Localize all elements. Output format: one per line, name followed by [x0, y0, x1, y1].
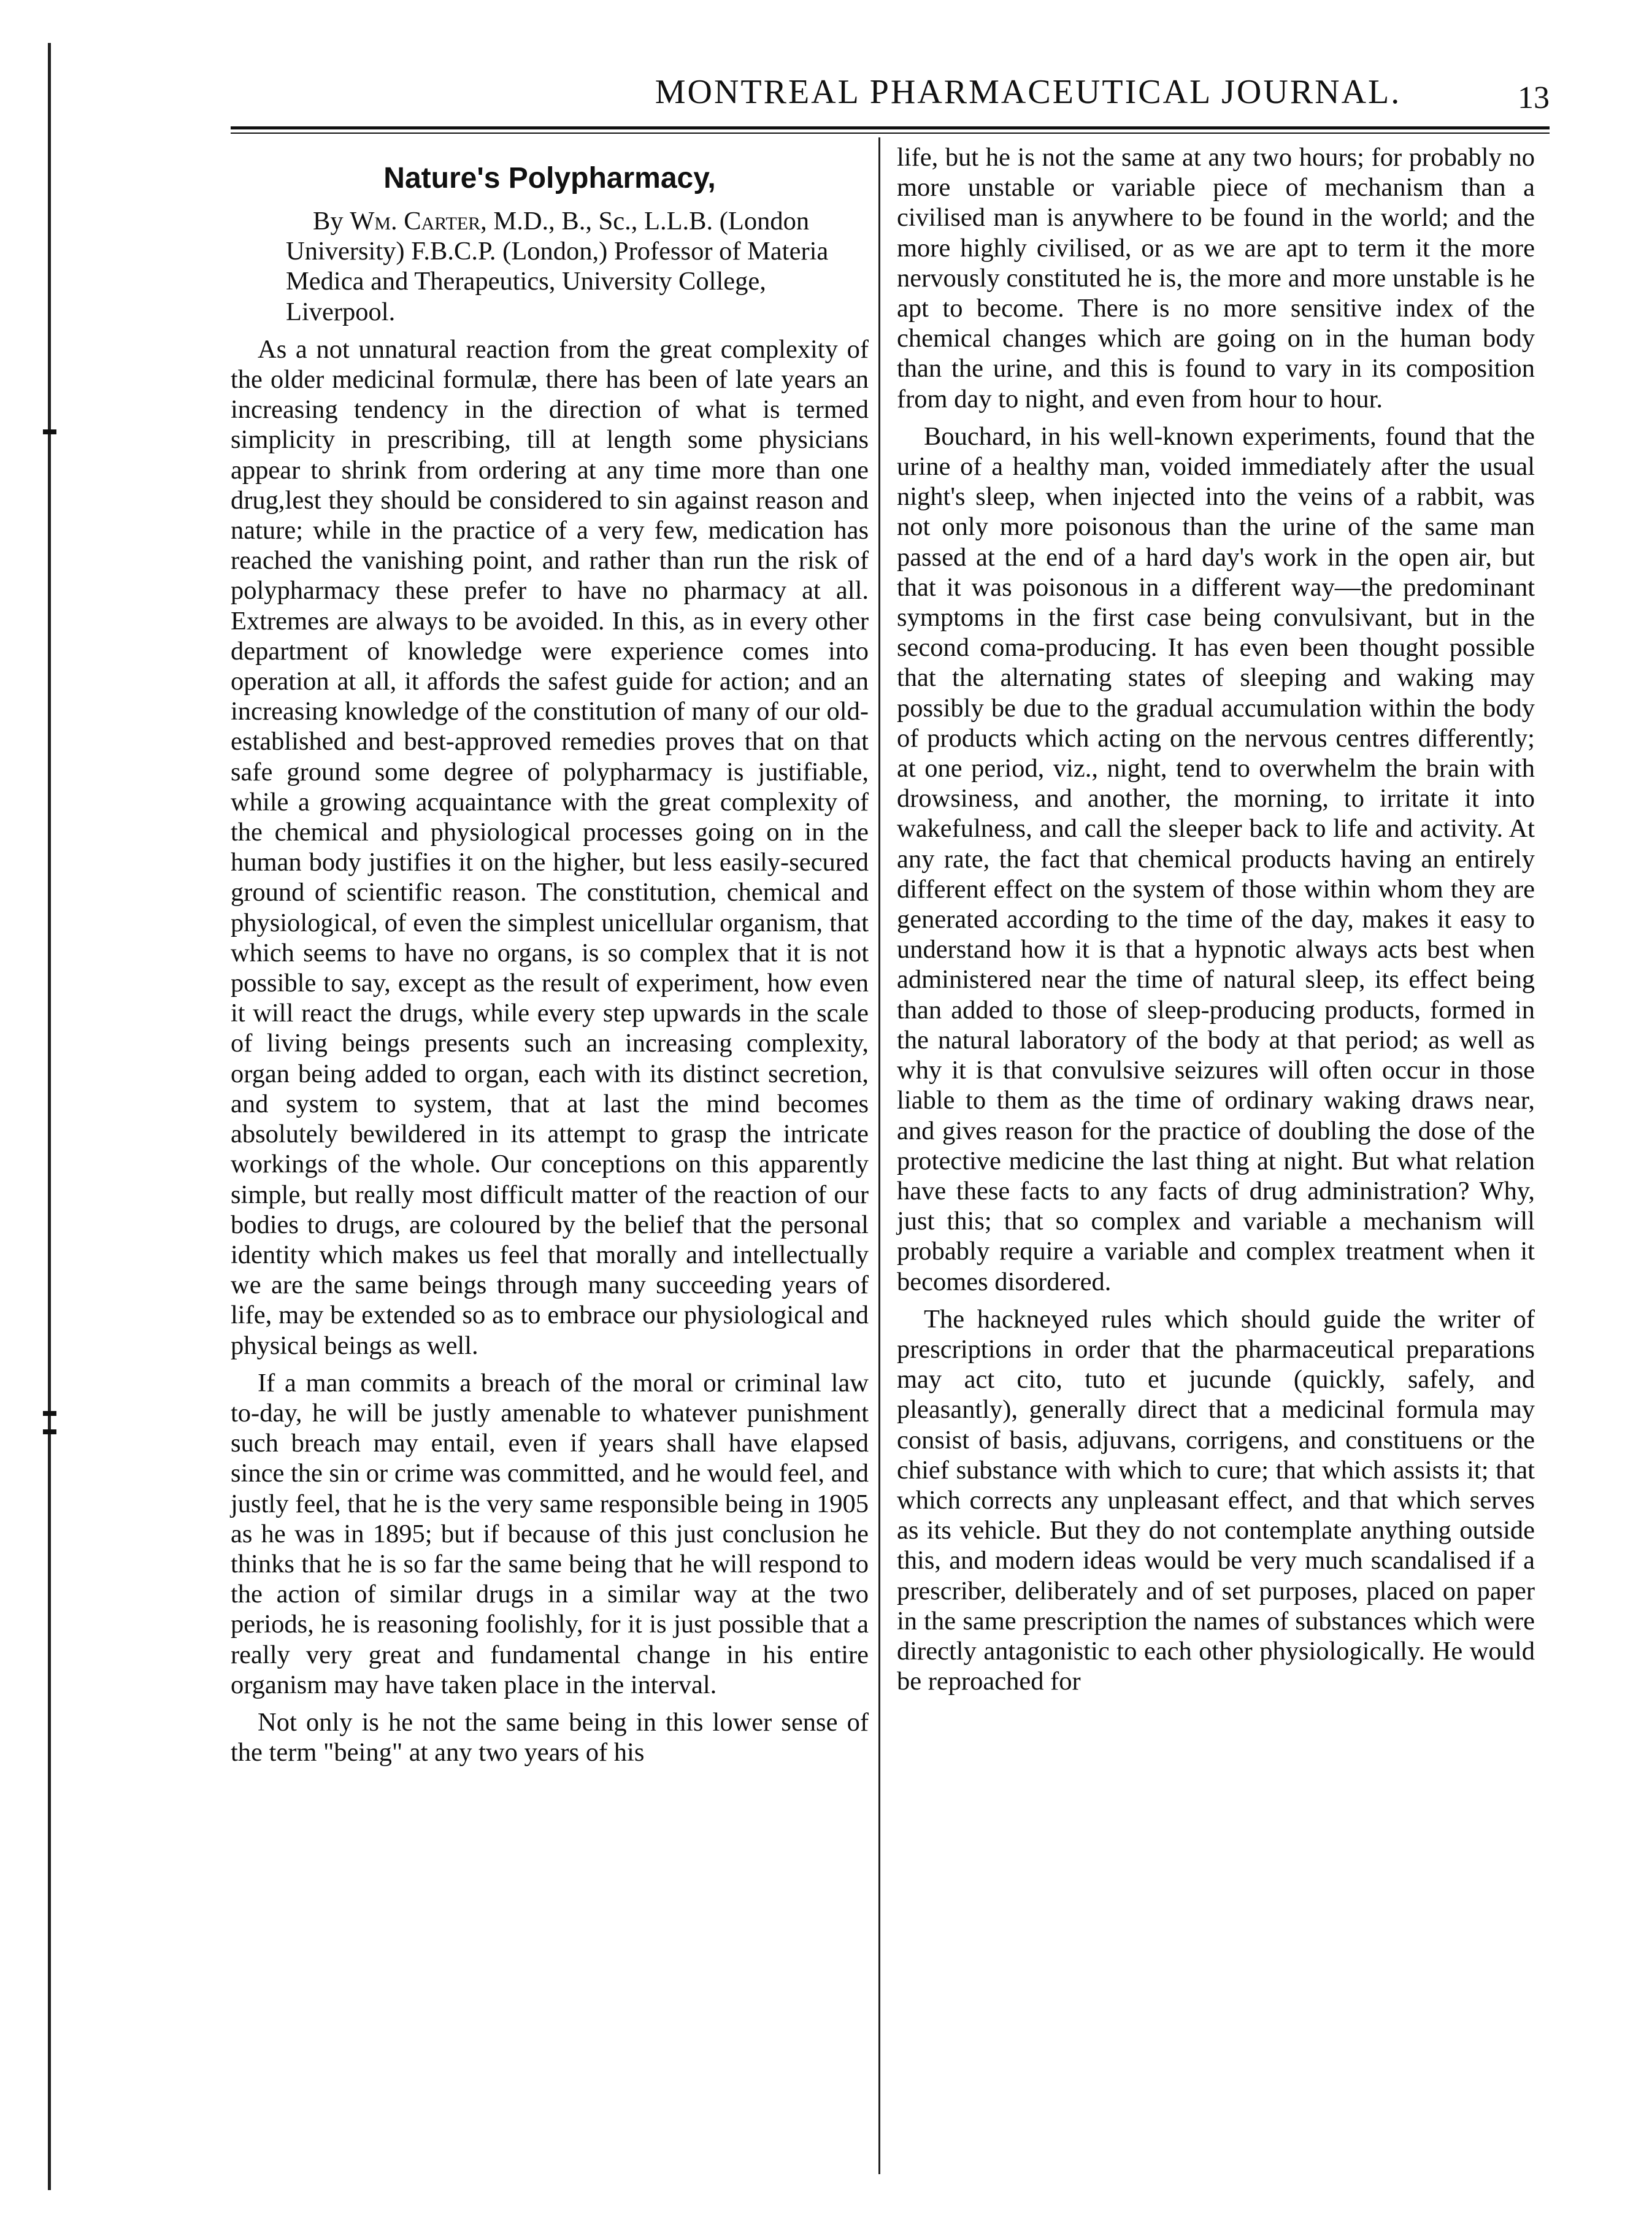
author-name: Wm. Carter,	[350, 207, 487, 236]
binding-mark	[43, 429, 56, 434]
binding-edge-line	[48, 43, 51, 2190]
byline-prefix: By	[313, 207, 350, 236]
article-title: Nature's Polypharmacy,	[383, 162, 716, 194]
page-header	[231, 72, 1550, 128]
right-column	[897, 142, 1535, 1704]
paragraph: Not only is he not the same being in this lower sense of the term "being" at any two years of his	[231, 1707, 869, 1767]
binding-mark	[43, 1411, 56, 1416]
paragraph: Bouchard, in his well-known experiments, found that the urine of a healthy man, voided immediately after the usual night's sleep, when injected into the veins of a rabbit, was not only more poisonous than the urine of the same man passed at the end of a hard day's work in the open air, but that it was poisonous in a different way—the predominant symptoms in the first case being convulsivant, but in the second coma-producing. It has even been thought possible that the alternating states of sleeping and waking may possibly be due to the gradual accumulation within the body of products which acting on the nervous centres differently; at one period, viz., night, tend to overwhelm the brain with drowsiness, and another, the morning, to irritate it into wakefulness, and call the sleeper back to life and activity. At any rate, the fact that chemical products having an entirely different effect on the system of those within whom they are generated according to the time of the day, makes it easy to understand how it is that a hypnotic always acts best when administered near the time of natural sleep, its effect being than added to those of sleep-producing products, formed in the natural laboratory of the body at that period; as well as why it is that convulsive seizures will often occur in those liable to them as the time of ordinary waking draws near, and gives reason for the practice of doubling the dose of the protective medicine the last thing at night. But what relation have these facts to any facts of drug administration? Why, just this; that so complex and variable a mechanism will probably require a variable and complex treatment when it becomes disordered.	[897, 421, 1535, 1296]
header-rule-thin	[231, 133, 1550, 134]
binding-mark	[43, 1429, 56, 1434]
article-byline	[231, 206, 869, 327]
header-rule-thick	[231, 126, 1550, 129]
paragraph: As a not unnatural reaction from the great complexity of the older medicinal formulæ, there has been of late years an increasing tendency in the direction of what is termed simplicity in prescribing, till at length some physicians appear to shrink from ordering at any time more than one drug,lest they should be considered to sin against reason and nature; while in the practice of a very few, medication has reached the vanishing point, and rather than run the risk of polypharmacy these prefer to have no pharmacy at all. Extremes are always to be avoided. In this, as in every other department of knowledge were experience comes into operation at all, it affords the safest guide for action; and an increasing knowledge of the constitution of many of our old-established and best-approved remedies proves that on that safe ground some degree of polypharmacy is justifiable, while a growing acquaintance with the great complexity of the chemical and physiological processes going on in the human body justifies it on the higher, but less easily-secured ground of scientific reason. The constitution, chemical and physiological, of even the simplest unicellular organism, that which seems to have no organs, is so complex that it is not possible to say, except as the result of experiment, how even it will react the drugs, while every step upwards in the scale of living beings presents such an increasing complexity, organ being added to organ, each with its distinct secretion, and system to system, that at last the mind becomes absolutely bewildered in its attempt to grasp the intricate workings of the whole. Our conceptions on this apparently simple, but really most difficult matter of the reaction of our bodies to drugs, are coloured by the belief that the personal identity which makes us feel that morally and intellectually we are the same beings through many succeeding years of life, may be extended so as to embrace our physiological and physical beings as well.	[231, 334, 869, 1360]
column-divider	[878, 137, 880, 2174]
paragraph: The hackneyed rules which should guide the writer of prescriptions in order that the pharmaceutical preparations may act cito, tuto et jucunde (quickly, safely, and pleasantly), generally direct that a medicinal formula may consist of basis, adjuvans, corrigens, and constituens or the chief substance with which to cure; that which assists it; that which corrects any unpleasant effect, and that which serves as its vehicle. But they do not contemplate anything outside this, and modern ideas would be very much scandalised if a prescriber, deliberately and of set purposes, placed on paper in the same prescription the names of substances which were directly antagonistic to each other physiologically. He would be reproached for	[897, 1304, 1535, 1696]
page-number: 13	[1518, 80, 1550, 115]
left-column	[231, 142, 869, 1775]
byline-credentials: M.D., B., Sc., L.L.B. (London University) F.B.C.P. (London,) Professor of Materia Medica and Therapeutics, University College, Liverpool.	[286, 207, 829, 326]
journal-title: MONTREAL PHARMACEUTICAL JOURNAL.	[655, 73, 1402, 111]
paragraph-continued: life, but he is not the same at any two hours; for probably no more unstable or variable piece of mechanism than a civilised man is anywhere to be found in the world; and the more highly civilised, or as we are apt to term it the more nervously constituted he is, the more and more unstable is he apt to become. There is no more sensitive index of the chemical changes which are going on in the human body than the urine, and this is found to vary in its composition from day to night, and even from hour to hour.	[897, 143, 1535, 413]
paragraph: If a man commits a breach of the moral or criminal law to-day, he will be justly amenable to whatever punishment such breach may entail, even if years shall have elapsed since the sin or crime was committed, and he would feel, and justly feel, that he is the very same responsible being in 1905 as he was in 1895; but if because of this just conclusion he thinks that he is so far the same being that he will respond to the action of similar drugs in a similar way at the two periods, he is reasoning foolishly, for it is just possible that a really very great and fundamental change in his entire organism may have taken place in the interval.	[231, 1368, 869, 1699]
